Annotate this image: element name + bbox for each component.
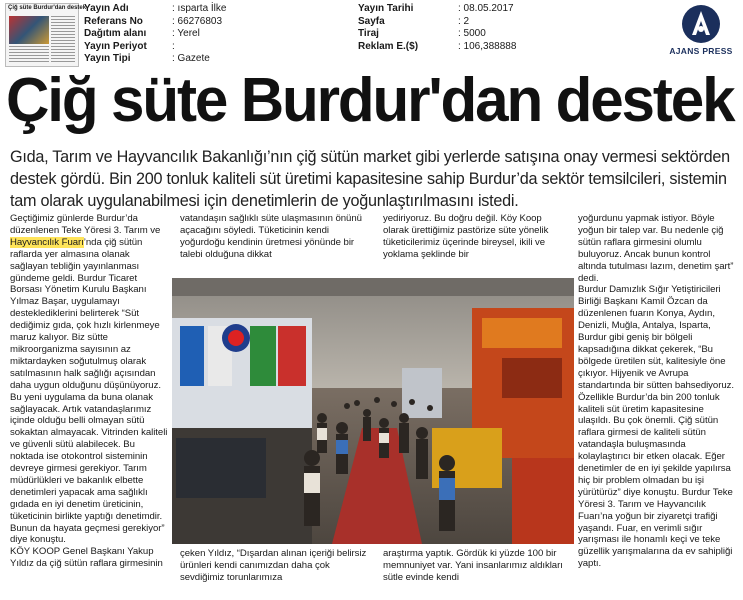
meta-row <box>358 28 516 41</box>
logo-text: AJANS PRESS <box>669 46 733 56</box>
thumbnail-text-lines <box>51 16 75 62</box>
meta-row <box>84 16 226 29</box>
fair-crowd-photo <box>172 278 574 544</box>
article-column-4: yoğurdunu yapmak istiyor. Böyle yoğun bir talep var. Bu nedenle çiğ sütün raflara girmesini olumlu buluyoruz. Ancak bunun kontrol altında tutulması lazım, denetim şart” dedi. Burdur Damızlık Sığır Yetiştiricileri Birliği Başkanı Kamil Özcan da düzenlenen fuarın Konya, Aydın, Denizli, Muğla, Antalya, Isparta, Burdur gibi geniş bir bölgeli kapsadığına dikkat çekerek, “Bu bölgede üretilen süt, kalitesiyle öne çıkıyor. Hijyenik ve Avrupa standartında bir sütten bahsediyoruz. Özellikle Burdur’da bin 200 tonluk kaliteli süt üretim kapasitesine ulaşıldı. Bu çok önemli. Çiğ sütün raflara girmesi de kaliteli sütün vatandaşla buluşmasında kolaylaştırıcı bir etken olacak. Eğer denetimler de en iyi şekilde yapılırsa hiç bir problem olmadan bu işi yürütürüz” diye konuştu. Burdur Teke Yöresi 3. Tarım ve Hayvancılık Fuarı’na yoğun bir ziyaretçi trafiği yaşandı. Fuar, en verimli sığır yarışması ile honamlı keçi ve teke güzellik yarışmalarına da ev sahipliği yaptı. <box>578 213 735 570</box>
article-column-3-top: yediriyoruz. Bu doğru değil. Köy Koop olarak ürettiğimiz pastörize süte yönelik tüketicilerimiz üçerinde bireysel, ikili ve yoklama şeklinde bir <box>383 213 549 260</box>
meta-value: : 5000 <box>458 28 486 40</box>
meta-value: : ısparta İlke <box>172 3 227 14</box>
meta-key: Yayın Tarihi <box>358 3 414 14</box>
meta-key: Referans No <box>84 15 143 27</box>
meta-value: : Gazete <box>172 53 210 65</box>
meta-row <box>84 3 226 16</box>
meta-value: : 2 <box>458 15 470 27</box>
meta-key: Yayın Periyot <box>84 40 147 52</box>
meta-value: : Yerel <box>172 28 200 40</box>
article-column-1 <box>10 213 170 570</box>
publication-meta-right <box>358 3 516 53</box>
meta-value: : 66276803 <box>172 15 223 27</box>
publication-meta-left <box>84 3 226 66</box>
article-column-3-bottom: araştırma yaptık. Gördük ki yüzde 100 bir memnuniyet var. Yani insanlarımız aldıkları sütle evinde kendi <box>383 548 563 583</box>
article-column-2-top: vatandaşın sağlıklı süte ulaşmasının önünü açacağını söyledi. Tüketicinin kendi yoğurdoğu kendinin üretmesi yönünde bir talebi olduğuna dikkat <box>180 213 362 260</box>
meta-row <box>358 3 516 16</box>
meta-row <box>84 41 226 54</box>
column-text: ’nda çiğ sütün raflarda yer almasına olanak sağlayan tebliğin yayınlanması gündeme geldi. Burdur Ticaret Borsası Yönetim Kurulu Başkanı Yılmaz Başar, uygulamayı desteklediklerini belirterek “Süt dediğimiz gıda, çok hızlı kirlenmeye maruz kalıyor. Biz sütte mikroorganizma sayısının az miktardayken soğutulmuş olarak satılmasının halk sağlığı açısından daha uygun olduğunu düşünüyoruz. Bu yeni uygulama da buna olanak sağlayacak. Artık vatandaşlarımız içinde olduğu belli olmayan sütü sokaktan almayacak. Vitrinden kaliteli ve güvenli sütü alabilecek. Bu noktada ise otokontrol sisteminin devreye girmesi gerekiyor. Tarım müdürlükleri ve bakanlık elbette denetimleri yapacak ama sağlıklı gıdada en iyi denetim üreticinin, tüketicinin birlikte yaptığı denetimdir. Bunun da hayata geçmesi gerekiyor” diye konuştu. KÖY KOOP Genel Başkanı Yakup Yıldız da çiğ sütün raflara girmesinin <box>10 236 168 570</box>
meta-value: : 106,388888 <box>458 40 517 52</box>
meta-value: : 08.05.2017 <box>458 3 514 14</box>
article-column-2-bottom: çeken Yıldız, “Dışardan alınan içeriği belirsiz ürünleri kendi canımızdan daha çok sevdiğimiz torunlarımıza <box>180 548 367 583</box>
meta-key: Dağıtım alanı <box>84 28 147 40</box>
highlighted-term: Hayvancılık Fuarı <box>10 236 84 248</box>
meta-key: Yayın Adı <box>84 3 129 14</box>
meta-row <box>84 53 226 66</box>
column-text: Geçtiğimiz günlerde Burdur’da düzenlenen Teke Yöresi 3. Tarım ve <box>10 213 161 236</box>
page-thumbnail <box>5 3 87 67</box>
headline: Çiğ süte Burdur'dan destek <box>6 66 734 135</box>
meta-key: Yayın Tipi <box>84 53 131 65</box>
meta-row <box>84 28 226 41</box>
meta-value: : <box>172 40 175 52</box>
thumbnail-title: Çiğ süte Burdur'dan destek <box>8 5 87 11</box>
thumbnail-text-lines <box>9 46 49 62</box>
ajans-press-emblem-icon <box>681 4 721 44</box>
thumbnail-photo <box>9 16 49 44</box>
meta-row <box>358 41 516 54</box>
meta-row <box>358 16 516 29</box>
fair-photo <box>172 278 574 544</box>
ajans-press-logo <box>664 4 738 64</box>
meta-key: Tiraj <box>358 28 379 40</box>
meta-key: Reklam E.($) <box>358 40 419 52</box>
meta-key: Sayfa <box>358 15 385 27</box>
lead-paragraph: Gıda, Tarım ve Hayvancılık Bakanlığı’nın çiğ sütün market gibi yerlerde satışına onay vermesi sektörden destek gördü. Bin 200 tonluk kaliteli süt üretimi kapasitesine sahip Burdur’da sektör temsilcileri, sistemin tam olarak uygulanabilmesi için denetimlerin de yoğunlaştırılmasını istedi. <box>10 148 730 210</box>
